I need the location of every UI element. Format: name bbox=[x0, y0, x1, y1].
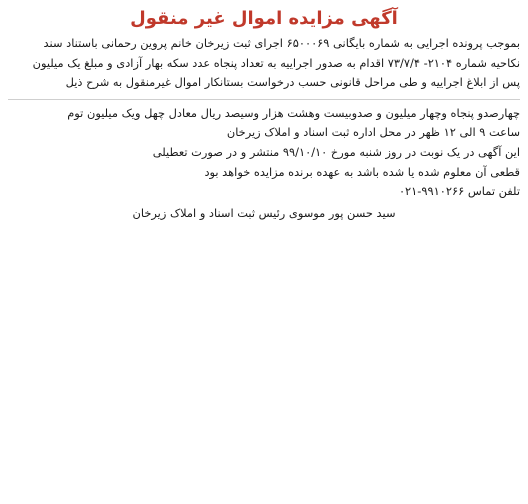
body-line: چهارصدو پنجاه وچهار میلیون و صدوبیست وهشت هزار وسیصد ریال معادل چهل ویک میلیون توم bbox=[67, 105, 520, 120]
title-wrap bbox=[8, 8, 520, 30]
section-divider bbox=[8, 99, 520, 100]
body-line: بموجب پرونده اجرایی به شماره بایگانی ۶۵۰۰۰۶۹ اجرای ثبت زیرخان خانم پروین رحمانی باستناد سند bbox=[43, 36, 520, 50]
notice-title: آگهی مزایده اموال غیر منقول bbox=[130, 8, 398, 29]
body-line: نکاحیه شماره ۲۱۰۴- ۷۳/۷/۴ اقدام به صدور اجراییه به تعداد پنجاه عدد سکه بهار آزادی و مبلغ یک میلیون bbox=[32, 55, 520, 70]
notice-body-part2 bbox=[8, 104, 520, 202]
notice-body-part1 bbox=[8, 34, 520, 93]
body-line: این آگهی در یک نوبت در روز شنبه مورخ ۹۹/۱۰/۱۰ منتشر و در صورت تعطیلی bbox=[152, 144, 520, 159]
body-line: ساعت ۹ الی ۱۲ ظهر در محل اداره ثبت اسناد و املاک زیرخان bbox=[226, 125, 520, 140]
signature-line: سید حسن پور موسوی رئیس ثبت اسناد و املاک زیرخان bbox=[132, 205, 396, 220]
body-line: پس از ابلاغ اجراییه و طی مراحل قانونی حسب درخواست بستانکار اموال غیرمنقول به شرح ذیل bbox=[65, 75, 520, 90]
body-line: قطعی آن معلوم شده یا شده باشد به عهده برنده مزایده خواهد بود bbox=[204, 164, 520, 179]
contact-line: تلفن تماس ۹۹۱۰۲۶۶-۰۲۱ bbox=[398, 184, 520, 199]
signature-block bbox=[8, 204, 520, 222]
